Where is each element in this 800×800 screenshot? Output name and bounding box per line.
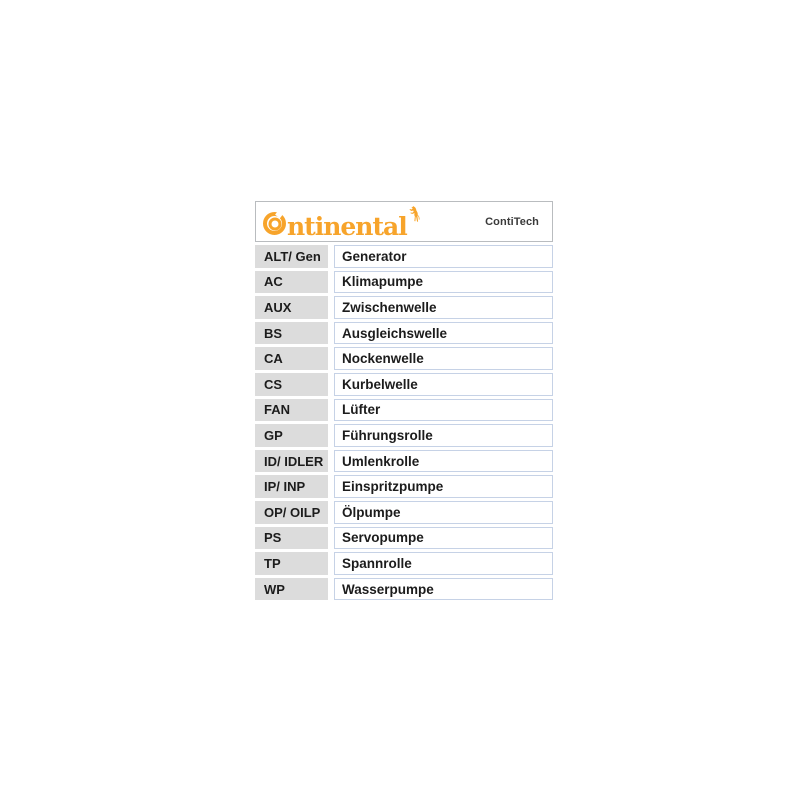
legend-row [255,271,553,294]
product-card [255,201,553,603]
rearing-horse-icon [409,205,423,224]
term-cell: Kurbelwelle [334,373,553,396]
abbr-cell: OP/ OILP [255,501,328,524]
legend-row [255,399,553,422]
legend-row [255,475,553,498]
abbr-cell: ALT/ Gen [255,245,328,268]
abbr-cell: FAN [255,399,328,422]
term-cell: Nockenwelle [334,347,553,370]
term-cell: Wasserpumpe [334,578,553,601]
abbr-cell: CS [255,373,328,396]
legend-row [255,501,553,524]
abbr-cell: PS [255,527,328,550]
term-cell: Servopumpe [334,527,553,550]
legend-row [255,322,553,345]
abbr-cell: IP/ INP [255,475,328,498]
term-cell: Umlenkrolle [334,450,553,473]
legend-row [255,373,553,396]
legend-row [255,424,553,447]
abbr-cell: GP [255,424,328,447]
brand-header [255,201,553,242]
term-cell: Spannrolle [334,552,553,575]
abbr-cell: ID/ IDLER [255,450,328,473]
continental-c-ligature [263,212,286,235]
logo-wordmark: ntinental [287,212,407,241]
legend-row [255,578,553,601]
term-cell: Lüfter [334,399,553,422]
term-cell: Generator [334,245,553,268]
abbr-cell: TP [255,552,328,575]
term-cell: Klimapumpe [334,271,553,294]
abbr-cell: CA [255,347,328,370]
contitech-label: ContiTech [485,215,539,228]
legend-row [255,450,553,473]
term-cell: Ausgleichswelle [334,322,553,345]
abbr-cell: WP [255,578,328,601]
legend-row [255,527,553,550]
term-cell: Einspritzpumpe [334,475,553,498]
legend-table [255,245,553,600]
continental-logo [263,208,423,241]
legend-row [255,347,553,370]
legend-row [255,552,553,575]
abbr-cell: AC [255,271,328,294]
term-cell: Ölpumpe [334,501,553,524]
abbr-cell: AUX [255,296,328,319]
term-cell: Zwischenwelle [334,296,553,319]
legend-row [255,296,553,319]
legend-row [255,245,553,268]
abbr-cell: BS [255,322,328,345]
term-cell: Führungsrolle [334,424,553,447]
